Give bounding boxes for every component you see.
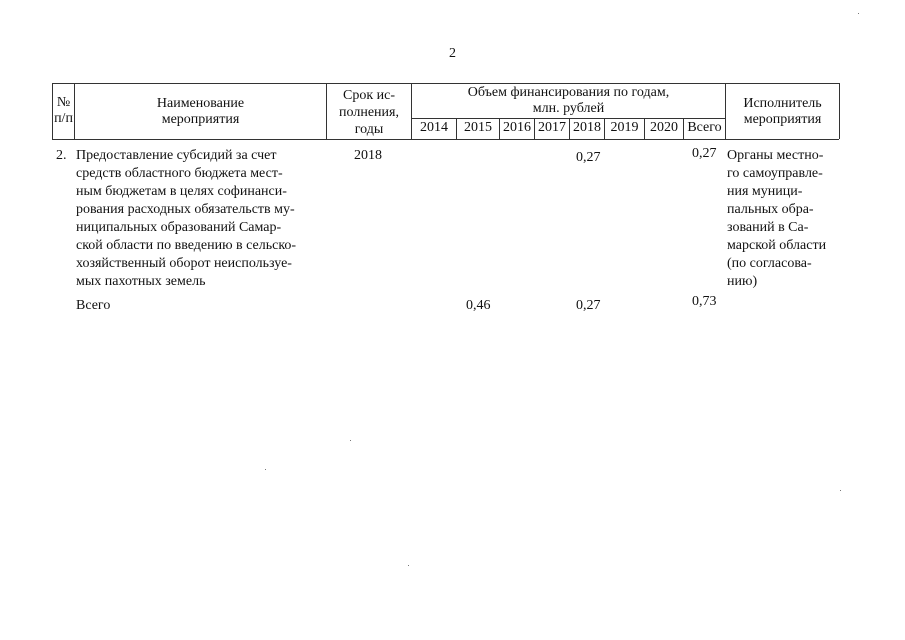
- row-executor-line: Органы местно-: [727, 148, 824, 163]
- scan-speck: [265, 469, 266, 470]
- header-year-2017: 2017: [538, 120, 566, 135]
- header-term: [327, 87, 411, 138]
- row-executor-line: ния муници-: [727, 184, 803, 199]
- row-term: 2018: [354, 148, 382, 163]
- header-executor: [726, 96, 839, 128]
- row-value-total: 0,27: [692, 146, 717, 161]
- total-value-2015: 0,46: [466, 298, 491, 313]
- scan-speck: [350, 440, 351, 441]
- row-name-line: хозяйственный оборот неиспользуе-: [76, 256, 292, 271]
- header-year-2015: 2015: [464, 120, 492, 135]
- header-name: [75, 96, 326, 128]
- row-name-line: мых пахотных земель: [76, 274, 206, 289]
- header-num-line: №: [56, 95, 71, 110]
- row-executor-line: го самоуправле-: [727, 166, 823, 181]
- scan-speck: [858, 13, 859, 14]
- header-name-line: Наименование: [156, 96, 245, 111]
- header-year-2020: 2020: [650, 120, 678, 135]
- row-executor-line: пальных обра-: [727, 202, 814, 217]
- row-name: [76, 147, 326, 291]
- row-executor-line: (по согласова-: [727, 256, 812, 271]
- header-term-line: Срок ис-: [342, 88, 395, 103]
- scan-speck: [840, 490, 841, 491]
- header-funding: [412, 85, 725, 117]
- row-executor-line: зований в Са-: [727, 220, 809, 235]
- header-num: [52, 95, 75, 127]
- header-year-2018: 2018: [573, 120, 601, 135]
- row-executor-line: марской области: [727, 238, 827, 253]
- row-name-line: ской области по введению в сельско-: [76, 238, 297, 253]
- header-executor-line: мероприятия: [743, 112, 822, 127]
- row-name-line: средств областного бюджета мест-: [76, 166, 283, 181]
- header-executor-line: Исполнитель: [743, 96, 822, 111]
- header-funding-line: Объем финансирования по годам,: [467, 85, 670, 100]
- header-num-line: п/п: [54, 111, 73, 126]
- page-number: 2: [449, 46, 456, 61]
- header-year-2019: 2019: [610, 120, 639, 135]
- total-label: Всего: [76, 298, 111, 313]
- row-number: 2.: [56, 148, 67, 163]
- header-term-line: полнения,: [339, 105, 399, 120]
- row-name-line: Предоставление субсидий за счет: [76, 148, 277, 163]
- header-term-line: годы: [354, 122, 384, 137]
- row-executor: [727, 147, 837, 291]
- header-year-2014: 2014: [420, 120, 448, 135]
- header-name-line: мероприятия: [161, 112, 240, 127]
- header-funding-line: млн. рублей: [532, 101, 605, 116]
- total-value-2018: 0,27: [576, 298, 601, 313]
- row-name-line: ным бюджетам в целях софинанси-: [76, 184, 287, 199]
- header-total: Всего: [687, 120, 722, 135]
- row-name-line: ниципальных образований Самар-: [76, 220, 282, 235]
- row-value-2018: 0,27: [576, 150, 601, 165]
- scan-speck: [408, 565, 409, 566]
- header-year-2016: 2016: [503, 120, 531, 135]
- total-value-total: 0,73: [692, 294, 717, 309]
- row-executor-line: нию): [727, 274, 758, 289]
- row-name-line: рования расходных обязательств му-: [76, 202, 295, 217]
